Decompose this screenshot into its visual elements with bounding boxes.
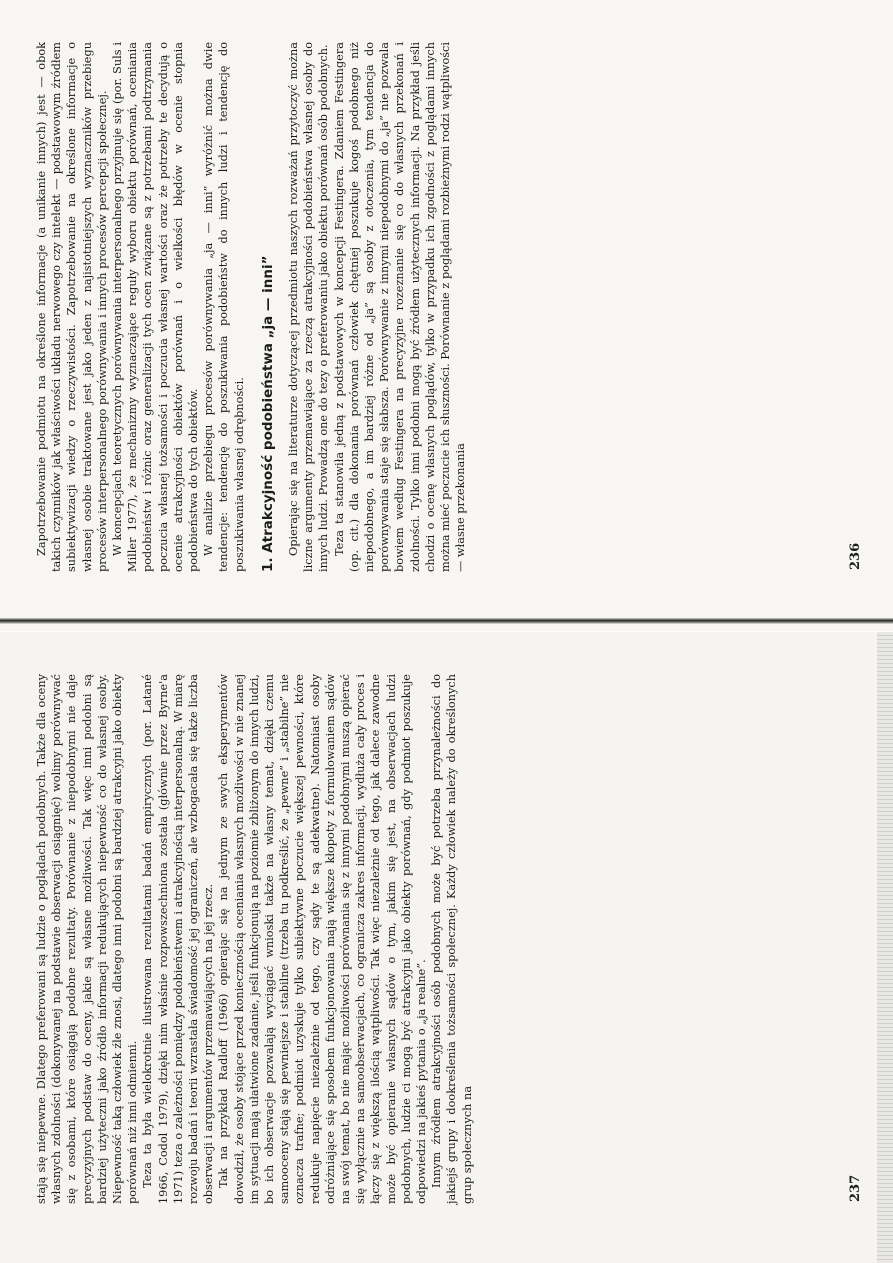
paragraph: stają się niepewne. Dlatego preferowani są ludzie o poglądach podobnych. Także dla oceny własnych zdolności (dokonywanej na podstawie obserwacji osiągnięć) wolimy porównywać się z osobami, które osiągają podobne rezultaty. Porównanie z niepodobnymi nie daje precyzyjnych podstaw do oceny, jakie są własne możliwości. Tak więc inni podobni są bardziej użyteczni jako źródło informacji redukujących niepewność co do własnej osoby. Niepewność taką człowiek źle znosi, dlatego inni podobni są bardziej atrakcyjni jako obiekty porównań niż inni odmienni. bbox=[35, 674, 140, 1204]
page-237-rotated-content bbox=[10, 662, 870, 1222]
page-edge-shadow bbox=[877, 632, 893, 1263]
page-236-column bbox=[34, 42, 468, 572]
paragraph: W koncepcjach teoretycznych porównywania interpersonalnego przyjmuje się (por. Suls i Miller 1977), że mechanizmy wyznaczające reguły wyboru obiektu porównań, oceniania podobieństw i różnic oraz generalizacji tych ocen związane są z potrzebami podtrzymania poczucia własnej tożsamości i poczucia własnej wartości oraz że potrzeby te decydują o ocenie atrakcyjności obiektów porównań i o wielkości błędów w ocenie stopnia podobieństwa do tych obiektów. bbox=[111, 42, 201, 572]
paragraph: W analizie przebiegu procesów porównywania „ja — inni” wyróżnić można dwie tendencje: tendencję do poszukiwania podobieństw do innych ludzi i tendencję do poszukiwania własnej odrębności. bbox=[202, 42, 246, 572]
gutter-divider bbox=[0, 618, 893, 624]
paragraph: Teza ta była wielokrotnie ilustrowana rezultatami badań empirycznych (por. Latané 1966, Codol 1979), dzięki nim właśnie rozpowszechniona została (głównie przez Byrne'a 1971) teza o zależności pomiędzy podobieństwem i atrakcyjnością interpersonalną. W miarę rozwoju badań i teorii wzrastała świadomość jej ograniczeń, ale wzbogacała się także liczba obserwacji i argumentów przemawiających na jej rzecz. bbox=[141, 674, 216, 1204]
page-number: 236 bbox=[848, 542, 863, 570]
paragraph: Tak na przykład Radloff (1966) opierając się na jednym ze swych eksperymentów dowodził, że osoby stojące przed koniecznością oceniania własnych możliwości w nie znanej im sytuacji mają ułatwione zadanie, jeśli funkcjonują na poziomie zbliżonym do innych ludzi, bo ich obserwacje pozwalają wyciągać wnioski także na własny temat, dzięki czemu samooceny stają się pewniejsze i stabilne (trzeba tu podkreślić, że „pewne” i „stabilne” nie oznacza trafne; podmiot uzyskuje tylko subiektywne poczucie większej pewności, które redukuje napięcie niezależnie od tego, czy sądy te są adekwatne). Natomiast osoby odróżniające się sposobem funkcjonowania mają większe kłopoty z formułowaniem sądów na swój temat, bo nie mając możliwości porównania się z innymi podobnymi muszą opierać się wyłącznie na samoobserwacjach, co ogranicza zakres informacji, wydłuża cały proces i łączy się z większą ilością wątpliwości. Tak więc niezależnie od tego, jak dalece zawodne może być opieranie własnych sądów o tym, jakim się jest, na obserwacjach ludzi podobnych, ludzie ci mogą być atrakcyjni jako obiekty porównań, gdy podmiot poszukuje odpowiedzi na jakieś pytania o „ja realne”. bbox=[217, 674, 429, 1204]
paragraph: Teza ta stanowiła jedną z podstawowych w koncepcji Festingera. Zdaniem Festingera (op. cit.) dla dokonania porównań człowiek chętniej poszukuje kogoś podobnego niż niepodobnego, a im bardziej różne od „ja” są osoby z otoczenia, tym tendencja do porównywania staje się słabsza. Porównywanie z innymi niepodobnymi do „ja” nie pozwala bowiem według Festingera na precyzyjne rozeznanie się co do własnych przekonań i zdolności. Tylko inni podobni mogą być źródłem użytecznych informacji. Na przykład jeśli chodzi o ocenę własnych poglądów, tylko w przypadku ich zgodności z poglądami innych można mieć poczucie ich słuszności. Porównanie z poglądami rozbieżnymi rodzi wątpliwości — własne przekonania bbox=[332, 42, 468, 572]
section-heading: 1. Atrakcyjność podobieństwa „ja — inni” bbox=[259, 255, 276, 572]
page-237 bbox=[0, 632, 893, 1263]
page-number: 237 bbox=[848, 1174, 863, 1202]
paragraph: Innym źródłem atrakcyjności osób podobnych może być potrzeba przynależności do jakiejś grupy i dookreślenia tożsamości społecznej. Każdy człowiek należy do określonych grup społecznych na bbox=[430, 674, 474, 1204]
page-236 bbox=[0, 0, 893, 631]
page-236-rotated-content bbox=[10, 30, 870, 590]
paragraph: Zapotrzebowanie podmiotu na określone informacje (a unikanie innych) jest — obok takich czynników jak właściwości układu nerwowego czy intelekt — podstawowym źródłem subiektywizacji wiedzy o rzeczywistości. Zapotrzebowanie na określone informacje o własnej osobie traktowane jest jako jeden z najistotniejszych wyznaczników przebiegu procesów interpersonalnego porównywania i innych procesów percepcji społecznej. bbox=[35, 42, 109, 572]
paragraph: Opierając się na literaturze dotyczącej przedmiotu naszych rozważań przytoczyć można liczne argumenty przemawiające za rzeczą atrakcyjności podobieństwa własnej osoby do innych ludzi. Prowadzą one do tezy o preferowaniu jako obiektu porównań osób podobnych. bbox=[287, 42, 331, 572]
page-237-column bbox=[34, 674, 475, 1204]
